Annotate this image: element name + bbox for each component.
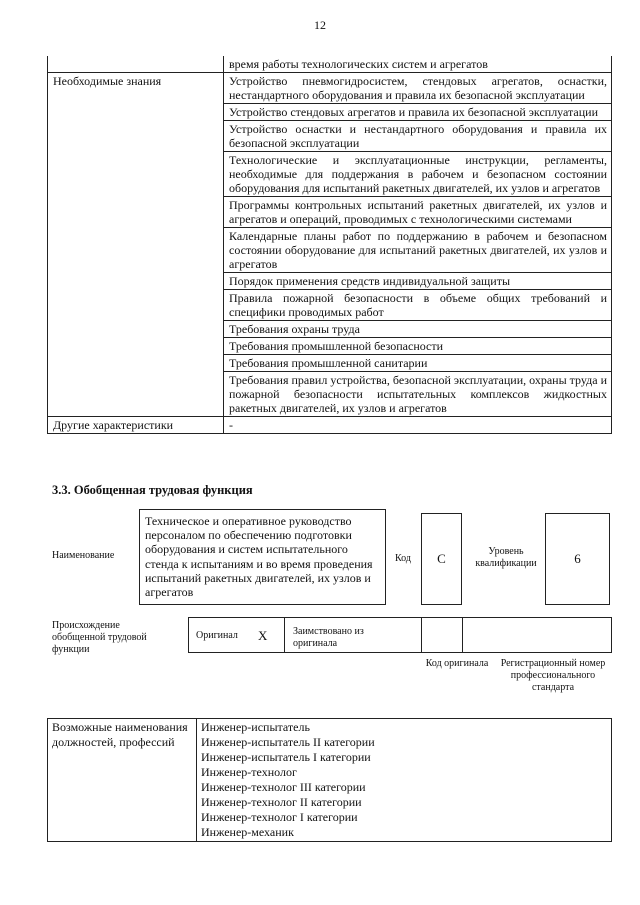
- code-value: C: [437, 551, 446, 566]
- position-item: Инженер-технолог III категории: [201, 780, 366, 794]
- continued-text-cell: время работы технологических систем и агрегатов: [224, 56, 612, 73]
- origin-bottom-line: [188, 652, 612, 653]
- page-number: 12: [314, 18, 326, 32]
- knowledge-item: Правила пожарной безопасности в объеме общих требований и специфики проводимых работ: [224, 290, 612, 321]
- knowledge-item: Программы контрольных испытаний ракетных двигателей, их узлов и агрегатов и операций, проводимых с технологическими системами: [224, 197, 612, 228]
- positions-list: [197, 719, 612, 842]
- knowledge-item: Требования охраны труда: [224, 321, 612, 338]
- borrowed-label: Заимствовано из оригинала: [293, 626, 364, 649]
- other-characteristics-label: Другие характеристики: [48, 417, 224, 434]
- knowledge-item: Требования промышленной санитарии: [224, 355, 612, 372]
- positions-table: [47, 718, 612, 842]
- origin-top-line: [188, 617, 612, 618]
- level-label: Уровень квалификации: [475, 546, 537, 569]
- position-item: Инженер-механик: [201, 825, 294, 839]
- positions-label: Возможные наименования должностей, профессий: [48, 719, 197, 842]
- position-item: Инженер-испытатель II категории: [201, 735, 375, 749]
- origin-divider: [421, 617, 422, 652]
- section-title: 3.3. Обобщенная трудовая функция: [52, 483, 253, 497]
- name-label: Наименование: [52, 550, 115, 561]
- knowledge-item: Устройство стендовых агрегатов и правила их безопасной эксплуатации: [224, 104, 612, 121]
- origin-divider: [188, 617, 189, 652]
- position-item: Инженер-технолог I категории: [201, 810, 358, 824]
- original-mark: X: [258, 628, 268, 643]
- code-label: Код: [395, 553, 411, 564]
- reg-number-label: Регистрационный номер профессионального стандарта: [500, 658, 606, 693]
- knowledge-table: [47, 56, 612, 434]
- knowledge-label: Необходимые знания: [48, 73, 224, 417]
- function-name: Техническое и оперативное руководство персоналом по обеспечению подготовки оборудования и систем испытательного стенда к испытаниям и во время проведения испытаний ракетных двигателей, их узлов и агрегатов: [139, 509, 386, 605]
- position-item: Инженер-испытатель: [201, 720, 310, 734]
- origin-divider: [462, 617, 463, 652]
- knowledge-item: Требования правил устройства, безопасной эксплуатации, охраны труда и пожарной безопасности испытательных комплексов жидкостных ракетных двигателей, их узлов и агрегатов: [224, 372, 612, 417]
- origin-label: Происхождение обобщенной трудовой функции: [52, 620, 147, 655]
- level-value: 6: [574, 551, 581, 566]
- origin-code-label: Код оригинала: [425, 658, 489, 669]
- knowledge-item: Требования промышленной безопасности: [224, 338, 612, 355]
- table-row: [48, 56, 612, 73]
- position-item: Инженер-испытатель I категории: [201, 750, 371, 764]
- knowledge-item: Устройство оснастки и нестандартного оборудования и правила их безопасной эксплуатации: [224, 121, 612, 152]
- other-characteristics-value: -: [224, 417, 612, 434]
- position-item: Инженер-технолог: [201, 765, 297, 779]
- original-label: Оригинал: [196, 630, 238, 641]
- table-row: [48, 73, 612, 104]
- origin-divider: [611, 617, 612, 652]
- knowledge-item: Порядок применения средств индивидуальной защиты: [224, 273, 612, 290]
- knowledge-item: Устройство пневмогидросистем, стендовых агрегатов, оснастки, нестандартного оборудования и правила их безопасной эксплуатации: [224, 73, 612, 104]
- knowledge-item: Календарные планы работ по поддержанию в рабочем и безопасном состоянии оборудование для испытаний ракетных двигателей, их узлов и агрегатов: [224, 228, 612, 273]
- knowledge-item: Технологические и эксплуатационные инструкции, регламенты, необходимые для поддержания в рабочем и безопасном состоянии оборудования для испытаний ракетных двигателей, их узлов и агрегатов: [224, 152, 612, 197]
- table-row: [48, 417, 612, 434]
- position-item: Инженер-технолог II категории: [201, 795, 362, 809]
- origin-divider: [284, 617, 285, 652]
- table-row: [48, 719, 612, 842]
- empty-label-cell: [48, 56, 224, 73]
